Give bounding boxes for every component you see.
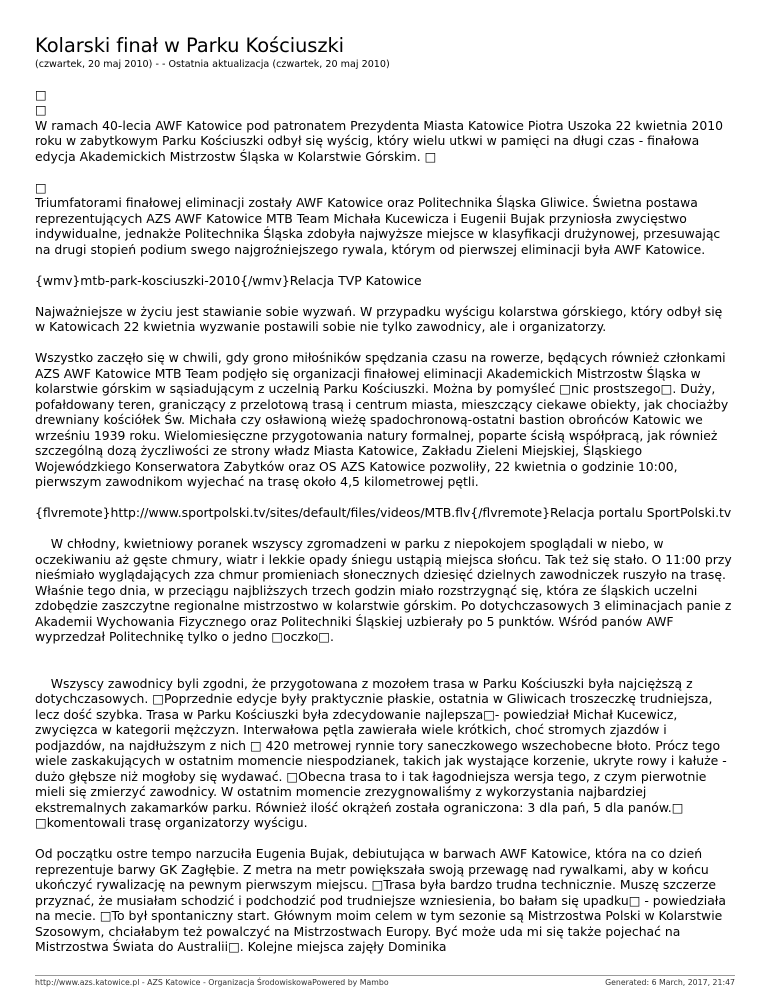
- paragraph-winners: Triumfatorami finałowej eliminacji zostały AWF Katowice oraz Politechnika Śląska Gliwice. Świetna postawa reprezentujących AZS AWF Katowice MTB Team Michała Kucewicza i Eugenii Bujak przyniosła zwycięstwo indywidualne, jednakże Politechnika Śląska zdobyła najwyższe miejsce w klasyfikacji drużynowej, przesuwając na drugi stopień podium swego najgroźniejszego rywala, którym od pierwszej eliminacji była AWF Katowice.: [35, 195, 721, 257]
- footer-source: http://www.azs.katowice.pl - AZS Katowice - Organizacja ŚrodowiskowaPowered by Mambo: [35, 978, 389, 987]
- paragraph-track: Wszyscy zawodnicy byli zgodni, że przygotowana z mozołem trasa w Parku Kościuszki była najcięższą z dotychczasowych. □Poprzednie edycje były praktycznie płaskie, ostatnia w Gliwicach troszeczkę trudniejsza, lecz dość szybka. Trasa w Parku Kościuszki była zdecydowanie najlepsza□- powiedział Michał Kucewicz, zwycięzca w kategorii mężczyzn. Interwałowa pętla zawierała wiele krótkich, choć stromych zjazdów i podjazdów, na najdłuższym z nich □ 420 metrowej rynnie tory saneczkowego wszechobecne błoto. Prócz tego wiele zaskakujących w ostatnim momencie niespodzianek, takich jak wystające korzenie, ukryte rowy i kałuże - dużo głębsze niż mogłoby się wydawać. □Obecna trasa to i tak łagodniejsza wersja tego, z czym pierwotnie mieli się zmierzyć zawodnicy. W ostatnim momencie zrezygnowaliśmy z wykorzystania najbardziej ekstremalnych zakamarków parku. Również ilość okrążeń została ograniczona: 3 dla pań, 5 dla panów.□ □komentowali trasę organizatorzy wyścigu.: [35, 675, 731, 830]
- article: [35, 0, 735, 955]
- footer-generated: Generated: 6 March, 2017, 21:47: [605, 978, 735, 987]
- paragraph-organization: Wszystko zaczęło się w chwili, gdy grono miłośników spędzania czasu na rowerze, będących również członkami AZS AWF Katowice MTB Team podjęło się organizacji finałowej eliminacji Akademickich Mistrzostw Śląska w kolarstwie górskim w sąsiadującym z uczelnią Parku Kościuszki. Można by pomyśleć □nic prostszego□. Duży, pofałdowany teren, graniczący z przelotową trasą i centrum miasta, mieszczący ciekawe obiekty, jak chociażby drewniany kościółek Św. Michała czy osławioną wieżę spadochronową-ostatni bastion obrońców Katowic we wrześniu 1939 roku. Wielomiesięczne przygotowania natury formalnej, poparte ścisłą współpracą, jak również szczególną dozą życzliwości ze strony władz Miasta Katowice, Zakładu Zieleni Miejskiej, Śląskiego Wojewódzkiego Konserwatora Zabytków oraz OS AZS Katowice pozwoliły, 22 kwietnia o godzinie 10:00, pierwszym zawodnikom wyjechać na trasę około 4,5 kilometrowej pętli.: [35, 350, 729, 489]
- paragraph-video-tvp: {wmv}mtb-park-kosciuszki-2010{/wmv}Relacja TVP Katowice: [35, 272, 422, 288]
- article-body: [35, 71, 735, 955]
- paragraph-race-morning: W chłodny, kwietniowy poranek wszyscy zgromadzeni w parku z niepokojem spoglądali w niebo, w oczekiwaniu aż gęste chmury, wiatr i lekkie opady śniegu ustąpią miejsca słońcu. Tak też się stało. O 11:00 przy nieśmiało wyglądających zza chmur promieniach słonecznych dziesięć dzielnych zawodniczek ruszyło na trasę. Właśnie tego dnia, w przeciągu najbliższych trzech godzin miało rozstrzygnąć się, która ze śląskich uczelni zdobędzie zaszczytne regionalne mistrzostwo w kolarstwie górskim. Po dotychczasowych 3 eliminacjach panie z Akademii Wychowania Fizycznego oraz Politechniki Śląskiej uzbierały po 5 punktów. Wśród panów AWF wyprzedzał Politechnikę tylko o jedno □oczko□.: [35, 536, 736, 644]
- paragraph-women-race: Od początku ostre tempo narzuciła Eugenia Bujak, debiutująca w barwach AWF Katowice, która na co dzień reprezentuje barwy GK Zagłębie. Z metra na metr powiększała swoją przewagę nad rywalkami, aby w końcu ukończyć rywalizację na pewnym pierwszym miejscu. □Trasa była bardzo trudna technicznie. Muszę szczerze przyznać, że musiałam schodzić i podchodzić pod trudniejsze wzniesienia, bo bałam się upadku□ - powiedziała na mecie. □To był spontaniczny start. Głównym moim celem w tym sezonie są Mistrzostwa Polski w Kolarstwie Szosowym, chciałabym też powalczyć na Mistrzostwach Europy. Być może uda mi się także pojechać na Mistrzostwa Świata do Australii□. Kolejne miejsca zajęły Dominika: [35, 846, 726, 954]
- paragraph-intro: W ramach 40-lecia AWF Katowice pod patronatem Prezydenta Miasta Katowice Piotra Uszoka 22 kwietnia 2010 roku w zabytkowym Parku Kościuszki odbył się wyścig, który wielu utkwi w pamięci na długi czas - finałowa edycja Akademickich Mistrzostw Śląska w Kolarstwie Górskim. □: [35, 117, 723, 164]
- page-title: Kolarski finał w Parku Kościuszki: [35, 34, 344, 57]
- paragraph-video-sportpolski: {flvremote}http://www.sportpolski.tv/sites/default/files/videos/MTB.flv{/flvremote}Relacja portalu SportPolski.tv: [35, 505, 732, 520]
- placeholder-glyph: □: [35, 102, 47, 117]
- placeholder-glyph: □: [35, 86, 47, 102]
- placeholder-glyph: □: [35, 179, 47, 195]
- article-meta: (czwartek, 20 maj 2010) - - Ostatnia aktualizacja (czwartek, 20 maj 2010): [35, 59, 390, 70]
- page-footer: [35, 975, 735, 988]
- paragraph-challenge: Najważniejsze w życiu jest stawianie sobie wyzwań. W przypadku wyścigu kolarstwa górskiego, który odbył się w Katowicach 22 kwietnia wyzwanie postawili sobie nie tylko zawodnicy, ale i organizatorzy.: [35, 303, 723, 334]
